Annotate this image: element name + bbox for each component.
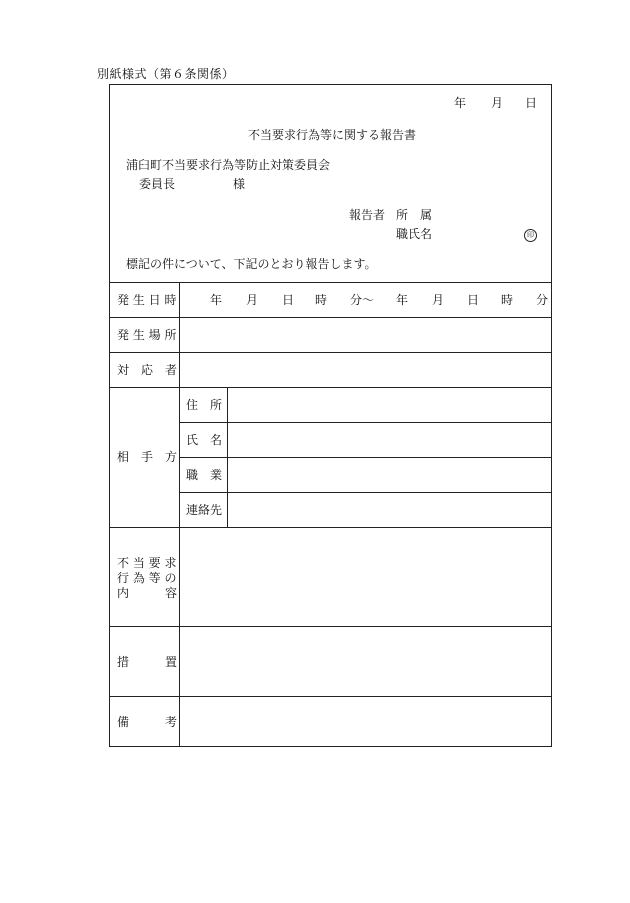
divider — [109, 352, 552, 353]
dt-unit: 年 — [396, 293, 409, 307]
dt-unit: 時 — [315, 293, 328, 307]
divider — [109, 696, 552, 697]
date-year: 年 — [454, 96, 467, 110]
reporter-label: 報告者 — [349, 208, 386, 222]
affiliation-label: 所 属 — [396, 208, 433, 222]
divider — [109, 282, 552, 283]
report-title: 不当要求行為等に関する報告書 — [248, 128, 417, 142]
divider — [109, 626, 552, 627]
divider — [179, 457, 552, 458]
column-divider — [179, 282, 180, 747]
divider — [179, 422, 552, 423]
dt-unit: 月 — [432, 293, 445, 307]
date-day: 日 — [525, 96, 538, 110]
report-form — [109, 84, 552, 747]
dt-unit: 年 — [210, 293, 223, 307]
dt-unit: 分 — [536, 293, 549, 307]
label-content-line: 内 容 — [117, 586, 178, 600]
label-remarks: 備 考 — [117, 715, 178, 729]
label-measures: 措 置 — [117, 655, 178, 669]
honorific: 様 — [233, 177, 246, 191]
label-content-line: 行 為 等 の — [117, 571, 177, 585]
addressee-org: 浦臼町不当要求行為等防止対策委員会 — [126, 158, 331, 172]
intro-text: 標記の件について、下記のとおり報告します。 — [126, 257, 377, 271]
dt-unit: 分〜 — [350, 293, 375, 307]
divider — [109, 527, 552, 528]
divider — [109, 387, 552, 388]
date-month: 月 — [491, 96, 504, 110]
name-label: 職氏名 — [396, 227, 433, 241]
seal-mark — [524, 226, 537, 242]
field-occupation: 職 業 — [186, 468, 223, 482]
dt-unit: 日 — [467, 293, 480, 307]
field-contact: 連絡先 — [186, 503, 223, 517]
dt-unit: 月 — [246, 293, 259, 307]
label-counterparty: 相 手 方 — [117, 450, 178, 464]
label-occurrence-place: 発 生 場 所 — [117, 328, 177, 342]
field-address: 住 所 — [186, 398, 223, 412]
addressee-role: 委員長 — [139, 177, 176, 191]
label-occurrence-datetime: 発 生 日 時 — [117, 293, 177, 307]
column-divider — [227, 387, 228, 527]
field-name: 氏 名 — [186, 433, 223, 447]
dt-unit: 日 — [282, 293, 295, 307]
dt-unit: 時 — [501, 293, 514, 307]
seal-icon: 印 — [524, 229, 537, 242]
label-content-line: 不 当 要 求 — [117, 556, 177, 570]
label-responder: 対 応 者 — [117, 363, 178, 377]
divider — [109, 317, 552, 318]
form-label: 別紙様式（第６条関係） — [97, 67, 235, 81]
divider — [179, 492, 552, 493]
